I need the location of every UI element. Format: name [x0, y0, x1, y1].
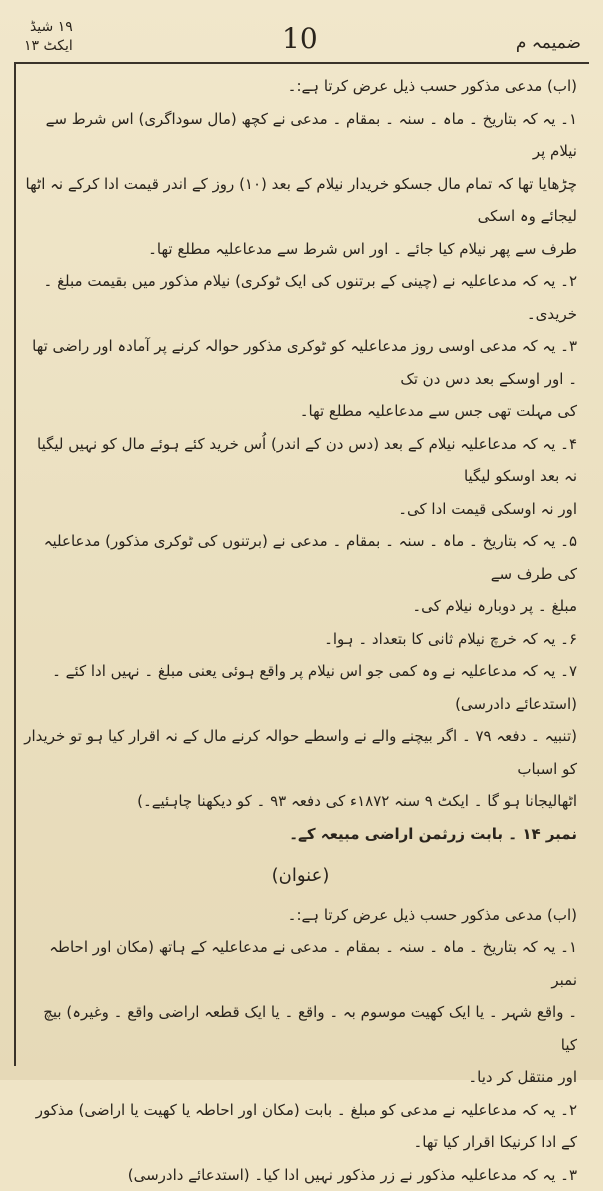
text-line: ۲۔ یہ کہ مدعاعلیہ نے مدعی کو مبلغ ۔ بابت (مکان اور احاطہ یا کھیت یا اراضی) مذکور کے ادا کرنیکا اقرار کیا تھا۔ — [24, 1094, 577, 1159]
form-number-heading: نمبر ۱۴ ۔ بابت زرثمن اراضی مبیعہ کے۔ — [24, 818, 577, 851]
act-reference — [14, 18, 73, 56]
text-line: ۳۔ یہ کہ مدعی اوسی روز مدعاعلیہ کو ٹوکری مذکور حوالہ کرنے پر آمادہ اور راضی تھا ۔ اور اوسکے بعد دس دن تک — [24, 330, 577, 395]
text-line: (اب) مدعی مذکور حسب ذیل عرض کرتا ہے:۔ — [24, 70, 577, 103]
text-line: ۵۔ یہ کہ بتاریخ ۔ ماہ ۔ سنہ ۔ بمقام ۔ مدعی نے (برتنوں کی ٹوکری مذکور) مدعاعلیہ کی طرف سے — [24, 525, 577, 590]
page-number: 10 — [282, 22, 318, 55]
appendix-label: ضمیمہ م — [516, 32, 581, 53]
text-line: ۱۔ یہ کہ بتاریخ ۔ ماہ ۔ سنہ ۔ بمقام ۔ مدعی نے مدعاعلیہ کے ہاتھ (مکان اور احاطہ نمبر — [24, 931, 577, 996]
text-line: ۴۔ یہ کہ مدعاعلیہ نیلام کے بعد (دس دن کے اندر) اُس خرید کئے ہوئے مال کو نہیں لیگیا نہ بعد اوسکو لیگیا — [24, 428, 577, 493]
document-body — [24, 70, 577, 1191]
text-line: کی مہلت تھی جس سے مدعاعلیہ مطلع تھا۔ — [24, 395, 577, 428]
page-header — [14, 18, 589, 60]
text-line: ۷۔ یہ کہ مدعاعلیہ نے وہ کمی جو اس نیلام پر واقع ہوئی یعنی مبلغ ۔ نہیں ادا کئے ۔ (استدعائے دادرسی) — [24, 655, 577, 720]
text-line: مبلغ ۔ پر دوبارہ نیلام کی۔ — [24, 590, 577, 623]
text-line: ۶۔ یہ کہ خرچ نیلام ثانی کا بتعداد ۔ ہوا۔ — [24, 623, 577, 656]
note-line: اٹھالیجانا ہو گا ۔ ایکٹ ۹ سنہ ۱۸۷۲ء کی دفعہ ۹۳ ۔ کو دیکھنا چاہئیے۔) — [24, 785, 577, 818]
text-line: اور منتقل کر دیا۔ — [24, 1061, 577, 1094]
text-line: طرف سے پھر نیلام کیا جائے ۔ اور اس شرط سے مدعاعلیہ مطلع تھا۔ — [24, 233, 577, 266]
text-line: ۔ واقع شہر ۔ یا ایک کھیت موسوم بہ ۔ واقع ۔ یا ایک قطعہ اراضی واقع ۔ وغیرہ) بیچ کیا — [24, 996, 577, 1061]
text-line: اور نہ اوسکی قیمت ادا کی۔ — [24, 493, 577, 526]
act-reference-line1: ۱۹ شیڈ — [14, 18, 73, 37]
note-line: (تنبیہ ۔ دفعہ ۷۹ ۔ اگر بیچنے والے نے واسطے حوالہ کرنے مال کے نہ اقرار کیا ہو تو خریدار کو اسباب — [24, 720, 577, 785]
text-line: چڑھایا تھا کہ تمام مال جسکو خریدار نیلام کے بعد (۱۰) روز کے اندر قیمت ادا کرکے نہ اٹھا لیجائے وہ اسکی — [24, 168, 577, 233]
act-reference-line2: ایکٹ ۱۳ — [14, 37, 73, 56]
text-line: (اب) مدعی مذکور حسب ذیل عرض کرتا ہے:۔ — [24, 899, 577, 932]
text-line: ۲۔ یہ کہ مدعاعلیہ نے (چینی کے برتنوں کی ایک ٹوکری) نیلام مذکور میں بقیمت مبلغ ۔ خریدی۔ — [24, 265, 577, 330]
title-heading: (عنوان) — [24, 860, 577, 893]
text-line: ۳۔ یہ کہ مدعاعلیہ مذکور نے زر مذکور نہیں ادا کیا۔ (استدعائے دادرسی) — [24, 1159, 577, 1191]
text-line: ۱۔ یہ کہ بتاریخ ۔ ماہ ۔ سنہ ۔ بمقام ۔ مدعی نے کچھ (مال سوداگری) اس شرط سے نیلام پر — [24, 103, 577, 168]
